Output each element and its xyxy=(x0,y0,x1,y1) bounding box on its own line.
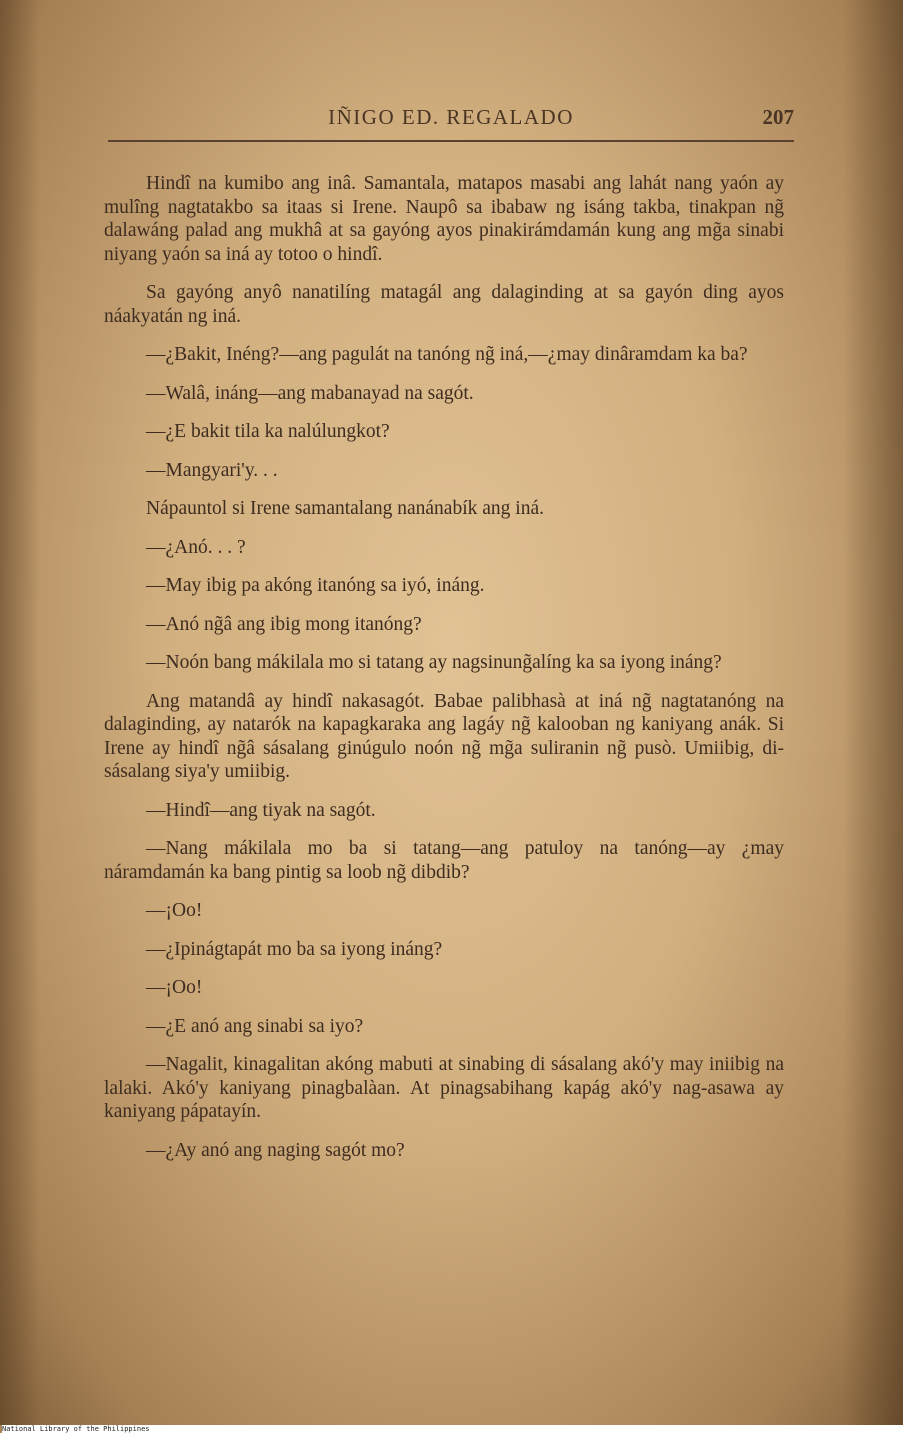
page-shadow-left xyxy=(0,0,40,1425)
paragraph: —Nang mákilala mo ba si tatang—ang patuloy na tanóng—ay ¿may náramdamán ka bang pintig sa loob ng̃ dibdib? xyxy=(104,838,784,883)
page-header xyxy=(108,105,794,135)
paragraph: —¿Anó. . . ? xyxy=(146,536,246,558)
paragraph: —Anó ng̃â ang ibig mong itanóng? xyxy=(146,613,422,635)
header-rule xyxy=(108,140,794,142)
page-number: 207 xyxy=(762,105,794,129)
paragraph: Ang matandâ ay hindî nakasagót. Babae palibhasà at iná ng̃ nagtatanóng na dalaginding, ay natarók na kapagkaraka ang lagáy ng̃ kalooban ng kaniyang anák. Si Irene ay hindî ng̃â sásalang ginúgulo noón ng̃ mg̃a suliranin ng̃ pusò. Umiibig, di-sásalang siya'y umiibig. xyxy=(104,690,784,782)
paragraph: —¿E bakit tila ka nalúlungkot? xyxy=(146,421,390,442)
paragraph: —Mangyari'y. . . xyxy=(146,459,278,481)
paragraph: —¿E anó ang sinabi sa iyo? xyxy=(146,1015,364,1037)
paragraph: —¿Ipinágtapát mo ba sa iyong ináng? xyxy=(146,938,443,960)
page-shadow-right xyxy=(843,0,903,1425)
paragraph: —May ibig pa akóng itanóng sa iyó, ináng. xyxy=(146,575,485,596)
paragraph: —¿Bakit, Inéng?—ang pagulát na tanóng ng̃ iná,—¿may dinâramdam ka ba? xyxy=(146,344,748,365)
paragraph: —¡Oo! xyxy=(146,900,203,921)
paragraph: —Nagalit, kinagalitan akóng mabuti at sinabing di sásalang akó'y may iniibig na lalaki. Akó'y kaniyang pinagbalàan. At pinagsabihang kapág akó'y nag-asawa ay kaniyang pápatayín. xyxy=(104,1054,784,1122)
paragraph: —Noón bang mákilala mo si tatang ay nagsinung̃alíng ka sa iyong ináng? xyxy=(146,652,722,673)
body-text xyxy=(104,172,784,1177)
paragraph: —¿Ay anó ang naging sagót mo? xyxy=(146,1139,405,1161)
library-credit: National Library of the Philippines xyxy=(2,1425,903,1433)
paragraph: Nápauntol si Irene samantalang nanánabík ang iná. xyxy=(146,498,544,519)
running-head: IÑIGO ED. REGALADO xyxy=(328,105,574,129)
paragraph: Hindî na kumibo ang inâ. Samantala, matapos masabi ang lahát nang yaón ay mulîng nagtatakbo sa itaas si Irene. Naupô sa ibabaw ng isáng takba, tinakpan ng̃ dalawáng palad ang mukhâ at sa gayóng ayos pinakirámdamán kung ang mg̃a sinabi niyang yaón sa iná ay totoo o hindî. xyxy=(104,173,784,265)
paragraph: —¡Oo! xyxy=(146,977,203,998)
paragraph: Sa gayóng anyô nanatilíng matagál ang dalaginding at sa gayón ding ayos náakyatán ng iná. xyxy=(104,282,784,327)
paragraph: —Hindî—ang tiyak na sagót. xyxy=(146,799,376,821)
paragraph: —Walâ, ináng—ang mabanayad na sagót. xyxy=(146,382,474,404)
